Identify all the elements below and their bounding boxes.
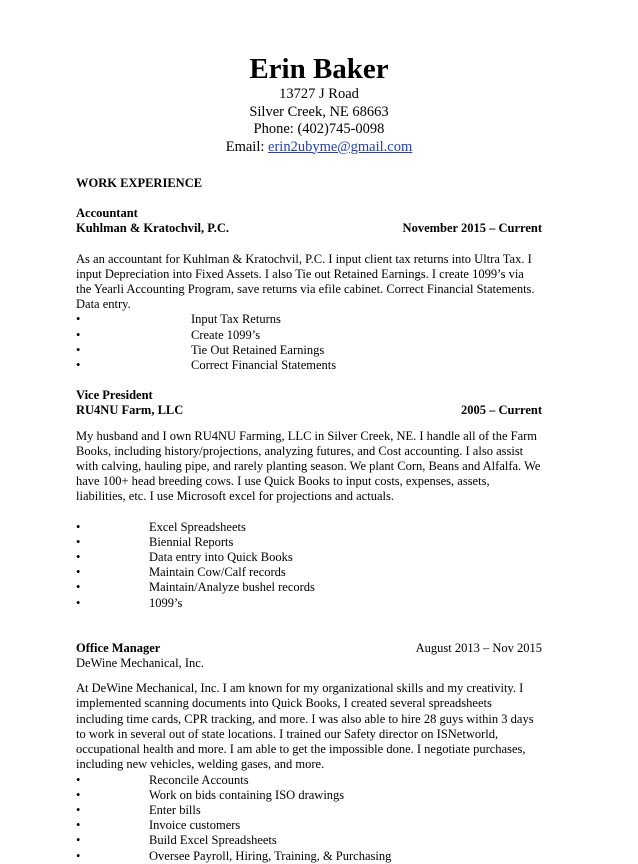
job-bullet-list xyxy=(76,520,542,611)
resume-header xyxy=(0,0,638,156)
job-description: As an accountant for Kuhlman & Kratochvil, P.C. I input client tax returns into Ultra Tax. I input Depreciation into Fixed Assets. I also Tie out Retained Earnings. I create 1099’s via the Yearli Accounting Program, save returns via efile cabinet. Correct Financial Statements. Data entry. xyxy=(76,251,535,312)
list-item: • Reconcile Accounts xyxy=(76,772,249,787)
list-item: • Tie Out Retained Earnings xyxy=(76,342,325,357)
list-item: • Maintain/Analyze bushel records xyxy=(76,580,315,595)
bullet-icon: • xyxy=(76,550,81,565)
email-link[interactable]: erin2ubyme@gmail.com xyxy=(268,138,413,155)
job-bullet-list xyxy=(76,312,542,373)
bullet-icon: • xyxy=(76,833,81,848)
job-dates: August 2013 – Nov 2015 xyxy=(415,640,542,655)
resume-body xyxy=(76,176,542,864)
job-description: My husband and I own RU4NU Farming, LLC in Silver Creek, NE. I handle all of the Farm Books, including history/projections, analyzing futures, and Cost accounting. I also assist with calving, hauling pipe, and rarely planting season. We plant Corn, Beans and Alfalfa. We have 100+ head breeding cows. I use Quick Books to input costs, expenses, assets, liabilities, etc. I use Microsoft excel for projections and actuals. xyxy=(76,428,541,504)
job-title: Accountant xyxy=(76,206,138,221)
job-description: At DeWine Mechanical, Inc. I am known for my organizational skills and my creativity. I implemented scanning documents into Quick Books, I created several spreadsheets including time cards, CPR tracking, and more. I was also able to hire 28 guys within 3 days to work in several out of state locations. I trained our Safety director on ISNetworld, occupational health and more. I am able to get the impossible done. I negotiate purchases, including new vehicles, welding gases, and more. xyxy=(76,681,534,772)
list-item: • Create 1099’s xyxy=(76,327,261,342)
list-item: • Maintain Cow/Calf records xyxy=(76,565,286,580)
job-company-row xyxy=(76,221,542,236)
job-dates: November 2015 – Current xyxy=(402,221,542,236)
bullet-icon: • xyxy=(76,312,81,327)
list-item: • Oversee Payroll, Hiring, Training, & Purchasing xyxy=(76,848,392,863)
job-bullet-list xyxy=(76,773,542,864)
address-line-1: 13727 J Road xyxy=(279,86,359,102)
list-item: • Data entry into Quick Books xyxy=(76,550,293,565)
list-item: • Build Excel Spreadsheets xyxy=(76,833,277,848)
list-item: • Work on bids containing ISO drawings xyxy=(76,787,345,802)
job-title: Vice President xyxy=(76,388,153,403)
job-company-row xyxy=(76,403,542,418)
candidate-name: Erin Baker xyxy=(249,53,389,85)
job-title: Office Manager xyxy=(76,640,161,655)
list-item: • Excel Spreadsheets xyxy=(76,519,246,534)
bullet-icon: • xyxy=(76,787,81,802)
section-title: WORK EXPERIENCE xyxy=(76,176,203,190)
job-title-row xyxy=(76,641,542,656)
bullet-icon: • xyxy=(76,327,81,342)
list-item: • Correct Financial Statements xyxy=(76,358,337,373)
email-line xyxy=(0,139,638,157)
phone-line: Phone: (402)745-0098 xyxy=(253,121,385,137)
list-item: • Biennial Reports xyxy=(76,534,234,549)
bullet-icon: • xyxy=(76,595,81,610)
bullet-icon: • xyxy=(76,802,81,817)
job-office-manager xyxy=(76,641,542,864)
job-company: Kuhlman & Kratochvil, P.C. xyxy=(76,221,230,236)
job-accountant xyxy=(76,206,542,373)
bullet-icon: • xyxy=(76,848,81,863)
address-line-2: Silver Creek, NE 68663 xyxy=(249,103,389,120)
bullet-icon: • xyxy=(76,534,81,549)
list-item: • Input Tax Returns xyxy=(76,312,281,327)
list-item: • 1099’s xyxy=(76,595,183,610)
job-company: DeWine Mechanical, Inc. xyxy=(76,656,204,671)
bullet-icon: • xyxy=(76,818,81,833)
job-vice-president xyxy=(76,388,542,611)
bullet-icon: • xyxy=(76,519,81,534)
list-item: • Enter bills xyxy=(76,802,201,817)
bullet-icon: • xyxy=(76,580,81,595)
bullet-icon: • xyxy=(76,565,81,580)
bullet-icon: • xyxy=(76,342,81,357)
list-item: • Invoice customers xyxy=(76,818,241,833)
bullet-icon: • xyxy=(76,358,81,373)
bullet-icon: • xyxy=(76,772,81,787)
email-label: Email: xyxy=(225,138,269,155)
job-company: RU4NU Farm, LLC xyxy=(76,403,184,418)
job-dates: 2005 – Current xyxy=(460,403,542,418)
